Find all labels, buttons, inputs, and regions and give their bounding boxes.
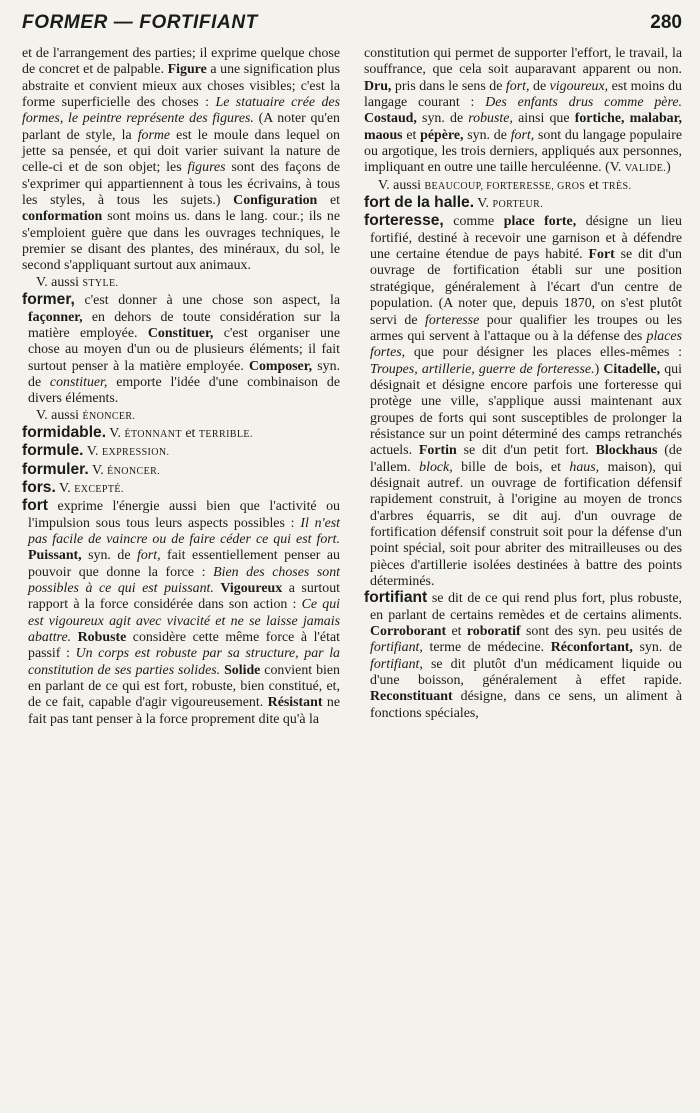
headword: formule. xyxy=(22,442,84,460)
text-run: sont des façons de s'exprimer qui appartiennent à tous les écrivains, à tous les styles, à tous les sujets.) xyxy=(22,160,340,209)
text-run: (de l'allem. xyxy=(370,443,682,475)
see-also-fort xyxy=(364,178,682,195)
cross-reference: EXCEPTÉ. xyxy=(74,483,124,495)
text-run: c'est organiser une chose au moyen d'un ou de plusieurs éléments; il fait surtout penser à la matière employée. xyxy=(28,325,340,374)
text-run: est moins du langage courant : xyxy=(364,78,682,111)
see-also-forme xyxy=(22,275,340,292)
entry-fors xyxy=(22,480,340,498)
bold-term: place forte, xyxy=(503,214,577,230)
cross-reference: STYLE. xyxy=(82,277,119,289)
headword: fortifiant xyxy=(364,589,428,607)
bold-term: Costaud, xyxy=(364,111,417,127)
text-run: V. aussi xyxy=(36,407,83,423)
text-run: constitution qui permet de supporter l'effort, le travail, la souffrance, que cela soit auparavant apparent ou non. xyxy=(364,46,682,78)
italic-example: Bien des choses sont possibles à ce qui est puissant. xyxy=(28,564,341,596)
text-run: exprime l'énergie aussi bien que l'activité ou l'impulsion sous tous leurs aspects possibles : xyxy=(28,499,340,531)
right-column xyxy=(364,46,682,728)
bold-term: Puissant, xyxy=(28,548,82,564)
bold-term: Réconfortant, xyxy=(550,640,633,656)
headword: formuler. xyxy=(22,460,89,478)
bold-term: Reconstituant xyxy=(370,689,453,705)
cross-reference: ÉNONCER. xyxy=(82,410,136,422)
italic-example: Ce qui est vigoureux agit avec vivacité et ne se laisse jamais abattre. xyxy=(28,597,340,646)
text-run: se dit d'un ouvrage de fortification établi sur une position stratégique, généralement à l'écart d'un centre de population. (A noter que, depuis 1870, on s'est plutôt servi de xyxy=(370,247,682,328)
entry-formidable xyxy=(22,425,340,443)
cross-reference: ÉNONCER. xyxy=(107,465,161,477)
entry-formuler xyxy=(22,462,340,480)
text-run: V. xyxy=(88,462,108,478)
text-run: pour qualifier les troupes ou les armes qui servent à l'attaque ou à la défense des xyxy=(370,312,682,344)
text-run: emporte l'idée d'une combinaison de divers éléments. xyxy=(28,374,340,407)
text-run: sont moins us. dans le lang. cour.; ils ne s'emploient guère que dans les ouvrages techniques, le premier se disant des plantes, des minéraux, du sol, le second s'appliquant surtout aux animaux. xyxy=(22,209,340,274)
text-run: et de l'arrangement des parties; il exprime quelque chose de concret et de palpable. xyxy=(22,46,340,78)
bold-term: Blockhaus xyxy=(595,443,658,459)
text-run: syn. de xyxy=(28,358,340,390)
cross-reference: TRÈS. xyxy=(602,180,632,192)
italic-example: Il n'est pas facile de vaincre ou de faire céder ce qui est fort. xyxy=(28,515,340,547)
text-run: que pour désigner les places elles-mêmes : xyxy=(405,345,682,361)
italic-example: robuste, xyxy=(468,111,513,127)
bold-term: Configuration xyxy=(233,193,318,209)
header-title: FORMER — FORTIFIANT xyxy=(22,12,258,33)
text-columns xyxy=(22,46,682,728)
text-run: et xyxy=(181,425,199,441)
bold-term: Dru, xyxy=(364,78,392,94)
entry-forme-continued xyxy=(22,46,340,275)
text-run: qui désignait et désigne encore parfois une forteresse qui protège une ville, s'applique aussi maintenant aux groupes de forts qui sont susceptibles de prolonger la résistance sur un point déterminé des camps retranchés actuels. xyxy=(370,361,682,459)
bold-term: Constituer, xyxy=(147,325,214,341)
text-run: a une signification plus abstraite et convient mieux aux choses visibles; c'est la forme superficielle des choses : xyxy=(22,62,340,111)
text-run: désigne, dans ce sens, un aliment à fonctions spéciales, xyxy=(370,689,682,721)
text-run: pris dans le sens de xyxy=(391,78,506,94)
text-run: V. xyxy=(474,196,493,212)
see-also-former xyxy=(22,408,340,425)
text-run: en dehors de toute considération sur la matière employée. xyxy=(28,309,340,341)
text-run: considère cette même force à l'état passif : xyxy=(28,630,340,662)
italic-example: fortifiant, xyxy=(370,640,423,656)
bold-term: Résistant xyxy=(267,695,323,711)
text-run: convient bien en parlant de ce qui est fort, robuste, bien constitué, et, de ce fait, capable d'agir vigoureusement. xyxy=(28,662,340,711)
text-run: ) xyxy=(594,361,604,377)
text-run: ) xyxy=(666,160,671,176)
bold-term: Citadelle, xyxy=(603,361,661,377)
text-run: maison), qui désignait autref. un ouvrage de fortification défensif rapidement construit, à l'origine au moyen de troncs d'arbres équarris, se dit auj. d'un ouvrage de fortification défensif construit soit pour la défense d'un point spécial, soit pour abriter des mitrailleuses ou des pièces d'artillerie isolées destinées à battre des points déterminés. xyxy=(370,459,682,589)
text-run: se dit plutôt d'un médicament liquide ou d'une boisson, généralement à effet rapide. xyxy=(370,656,682,689)
text-run: sont du langage populaire ou argotique, les trois derniers, appliqués aux personnes, impliquant en outre une taille herculéenne. (V. xyxy=(364,127,682,176)
headword: fort de la halle. xyxy=(364,194,475,212)
text-run: comme xyxy=(443,214,504,230)
bold-term: Composer, xyxy=(248,358,313,374)
italic-example: forme xyxy=(137,127,171,143)
italic-example: figures xyxy=(187,160,226,176)
italic-example: constituer, xyxy=(49,374,108,390)
text-run: est le moule dans lequel on jette sa pensée, et qui doit varier suivant la nature de celle-ci et de son objet; les xyxy=(22,127,340,176)
italic-example: fort, xyxy=(510,127,535,143)
italic-example: places fortes, xyxy=(370,328,682,361)
text-run: syn. de xyxy=(81,548,137,564)
text-run: et xyxy=(402,127,421,143)
text-run: de xyxy=(529,78,550,94)
cross-reference: EXPRESSION. xyxy=(101,447,170,459)
cross-reference: TERRIBLE. xyxy=(198,428,253,440)
headword: formidable. xyxy=(22,423,107,441)
cross-reference: ÉTONNANT xyxy=(124,428,182,440)
headword: fort xyxy=(22,497,48,515)
text-run: V. aussi xyxy=(36,274,83,290)
text-run: et xyxy=(317,193,340,209)
text-run: fait essentiellement penser au pouvoir que donne la force : xyxy=(28,548,340,580)
text-run: ne fait pas tant penser à la force proprement dite qu'à la xyxy=(28,695,340,727)
text-run: se dit d'un petit fort. xyxy=(456,443,596,459)
text-run: et xyxy=(446,624,467,640)
text-run: syn. de xyxy=(416,111,469,127)
entry-fort-de-la-halle xyxy=(364,195,682,213)
bold-term: Corroborant xyxy=(370,624,447,640)
text-run: syn. de xyxy=(463,127,511,143)
headword: former, xyxy=(22,291,75,309)
bold-term: pépère, xyxy=(420,127,464,143)
italic-example: vigoureux, xyxy=(549,78,609,94)
bold-term: Solide xyxy=(224,662,261,678)
italic-example: fort, xyxy=(505,78,530,94)
italic-example: block, xyxy=(419,459,453,475)
text-run: sont des syn. peu usités de xyxy=(520,624,682,640)
text-run: syn. de xyxy=(632,640,683,656)
italic-example: Des enfants drus comme père. xyxy=(485,95,682,111)
text-run: désigne un lieu fortifié, destiné à recevoir une garnison et à défendre une certaine étendue de pays habité. xyxy=(370,214,682,263)
italic-example: forteresse xyxy=(424,312,480,328)
text-run: bille de bois, et xyxy=(452,459,570,475)
text-run: et xyxy=(585,177,603,193)
text-run: V. xyxy=(55,480,75,496)
text-run: se dit de ce qui rend plus fort, plus robuste, en parlant de certains remèdes et de certains aliments. xyxy=(370,591,682,623)
italic-example: Troupes, artillerie, guerre de forteresse. xyxy=(370,361,595,377)
headword: fors. xyxy=(22,478,56,496)
text-run: V. xyxy=(83,444,102,460)
italic-example: Un corps est robuste par sa structure, par la constitution de ses parties solides. xyxy=(28,646,340,678)
bold-term: conformation xyxy=(22,209,103,225)
text-run: V. aussi xyxy=(378,177,425,193)
text-run: ainsi que xyxy=(512,111,575,127)
italic-example: fortifiant, xyxy=(370,656,423,672)
bold-term: façonner, xyxy=(28,309,83,325)
cross-reference: BEAUCOUP, FORTERESSE, GROS xyxy=(424,180,586,192)
text-run: c'est donner à une chose son aspect, la xyxy=(74,293,340,309)
cross-reference: PORTEUR. xyxy=(492,199,544,211)
italic-example: haus, xyxy=(569,459,600,475)
running-header xyxy=(22,12,682,46)
text-run: (A noter qu'en parlant de style, la xyxy=(22,111,340,143)
entry-former xyxy=(22,292,340,407)
bold-term: Fort xyxy=(588,247,615,263)
left-column xyxy=(22,46,340,728)
entry-forteresse xyxy=(364,213,682,590)
text-run: V. xyxy=(106,425,125,441)
text-run: terme de médecine. xyxy=(422,640,551,656)
entry-formule xyxy=(22,443,340,461)
entry-fortifiant xyxy=(364,590,682,722)
italic-example: fort, xyxy=(137,548,161,564)
cross-reference: VALIDE. xyxy=(624,163,667,175)
italic-example: Le statuaire crée des formes, le peintre représente des figures. xyxy=(22,95,340,127)
entry-fort xyxy=(22,498,340,728)
headword: forteresse, xyxy=(364,212,444,230)
bold-term: roboratif xyxy=(466,624,521,640)
bold-term: Robuste xyxy=(77,630,127,646)
bold-term: Fortin xyxy=(418,443,457,459)
page-number: 280 xyxy=(650,12,682,33)
text-run: a surtout rapport à la force considérée dans son action : xyxy=(28,581,340,613)
entry-fort-continued xyxy=(364,46,682,178)
bold-term: Vigoureux xyxy=(220,581,283,596)
bold-term: Figure xyxy=(167,62,207,78)
bold-term: fortiche, malabar, maous xyxy=(364,111,682,143)
